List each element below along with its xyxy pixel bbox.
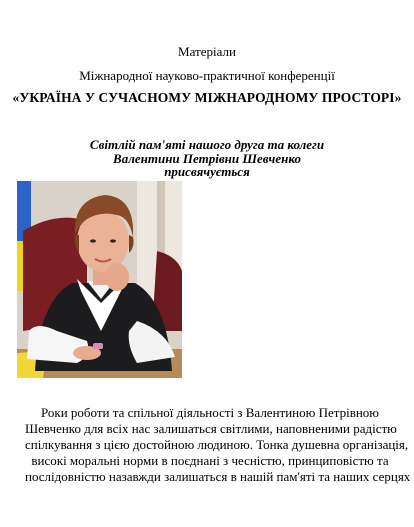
dedication-line-1: Світлій пам'яті нашого друга та колеги [89, 137, 325, 152]
dedication-line-2: Валентини Петрівни Шевченко [113, 151, 301, 166]
conference-title: «УКРАЇНА У СУЧАСНОМУ МІЖНАРОДНОМУ ПРОСТОРІ» [12, 90, 402, 105]
header-line-materials: Матеріали [178, 44, 236, 59]
portrait-photo [17, 181, 182, 378]
paragraph-line: Роки роботи та спільної діяльності з Валентиною Петрівною [40, 405, 380, 420]
memorial-paragraph [25, 405, 411, 485]
paragraph-line: високі моральні норми в поєднані з чесністю, принциповістю та [31, 453, 389, 468]
paragraph-line: послідовністю назавжди залишаться в нашій пам'яті та наших серцях [25, 469, 411, 484]
dedication-line-3: присвячується [164, 164, 250, 179]
paragraph-line: спілкування з цією достойною людиною. Тонка душевна організація, [25, 437, 409, 452]
paragraph-line: Шевченко для всіх нас залишаться світлими, наповненими радістю [25, 421, 397, 436]
header-line-conference: Міжнародної науково-практичної конференції [79, 68, 335, 83]
